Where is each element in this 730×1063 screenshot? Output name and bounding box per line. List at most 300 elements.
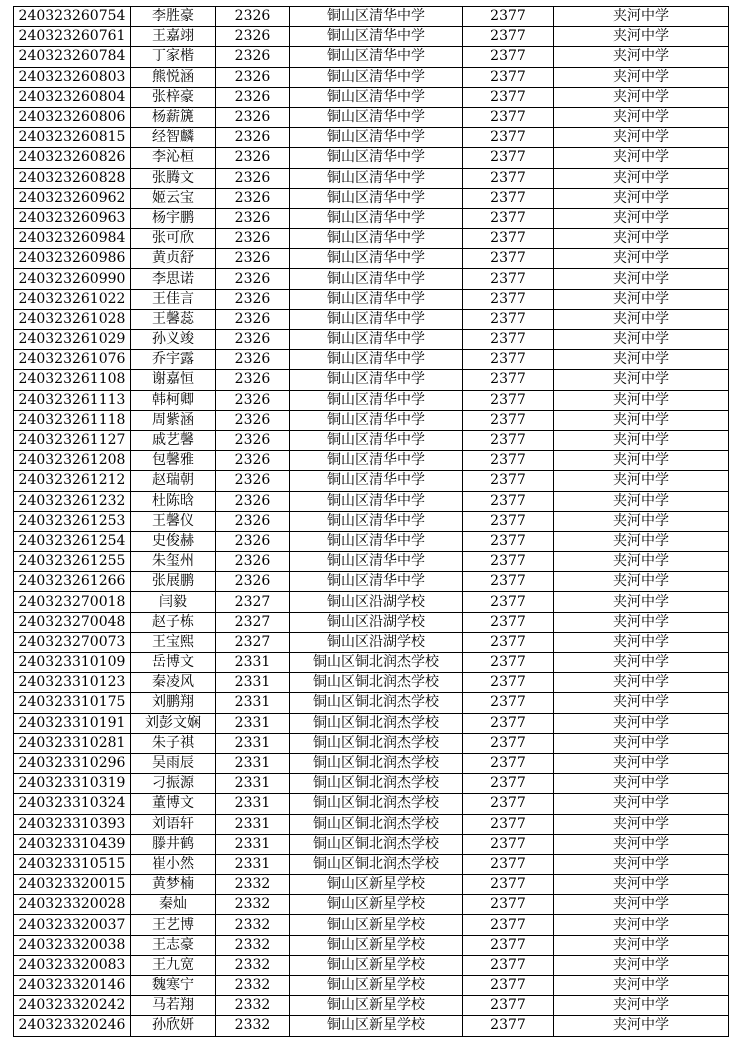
school-code-cell: 2331 [216,774,290,794]
school-code-cell: 2326 [216,350,290,370]
target-code-cell: 2377 [463,612,554,632]
school-name-cell: 铜山区铜北润杰学校 [290,693,463,713]
table-row [14,168,729,188]
student-name-cell: 王佳言 [131,289,216,309]
school-name-cell: 铜山区清华中学 [290,47,463,67]
exam-number-cell: 240323261208 [14,451,131,471]
table-row [14,229,729,249]
table-row [14,875,729,895]
school-code-cell: 2326 [216,269,290,289]
student-name-cell: 戚艺馨 [131,430,216,450]
student-name-cell: 王宝熙 [131,632,216,652]
exam-number-cell: 240323320146 [14,976,131,996]
table-row [14,390,729,410]
target-school-cell: 夹河中学 [554,289,729,309]
exam-number-cell: 240323320028 [14,895,131,915]
school-name-cell: 铜山区清华中学 [290,552,463,572]
target-code-cell: 2377 [463,653,554,673]
exam-number-cell: 240323261253 [14,511,131,531]
target-school-cell: 夹河中学 [554,370,729,390]
table-row [14,915,729,935]
target-school-cell: 夹河中学 [554,410,729,430]
table-row [14,612,729,632]
school-code-cell: 2331 [216,673,290,693]
table-row [14,471,729,491]
student-name-cell: 李胜豪 [131,7,216,27]
school-code-cell: 2326 [216,27,290,47]
target-code-cell: 2377 [463,451,554,471]
school-name-cell: 铜山区铜北润杰学校 [290,673,463,693]
exam-number-cell: 240323310393 [14,814,131,834]
target-school-cell: 夹河中学 [554,794,729,814]
student-name-cell: 刘鹏翔 [131,693,216,713]
school-name-cell: 铜山区新星学校 [290,996,463,1016]
table-row [14,895,729,915]
school-code-cell: 2326 [216,208,290,228]
exam-number-cell: 240323261118 [14,410,131,430]
target-school-cell: 夹河中学 [554,491,729,511]
target-school-cell: 夹河中学 [554,451,729,471]
student-name-cell: 王志豪 [131,935,216,955]
exam-number-cell: 240323260803 [14,67,131,87]
target-school-cell: 夹河中学 [554,7,729,27]
school-name-cell: 铜山区清华中学 [290,107,463,127]
target-code-cell: 2377 [463,289,554,309]
target-code-cell: 2377 [463,572,554,592]
target-code-cell: 2377 [463,673,554,693]
student-name-cell: 王嘉翊 [131,27,216,47]
exam-number-cell: 240323261108 [14,370,131,390]
exam-number-cell: 240323320038 [14,935,131,955]
student-name-cell: 赵瑞朝 [131,471,216,491]
target-code-cell: 2377 [463,834,554,854]
table-row [14,1016,729,1036]
target-code-cell: 2377 [463,713,554,733]
target-school-cell: 夹河中学 [554,935,729,955]
school-name-cell: 铜山区清华中学 [290,269,463,289]
school-code-cell: 2327 [216,612,290,632]
school-code-cell: 2326 [216,451,290,471]
school-code-cell: 2326 [216,289,290,309]
exam-number-cell: 240323261029 [14,330,131,350]
table-row [14,632,729,652]
school-name-cell: 铜山区清华中学 [290,410,463,430]
target-code-cell: 2377 [463,693,554,713]
target-school-cell: 夹河中学 [554,249,729,269]
target-code-cell: 2377 [463,350,554,370]
student-name-cell: 李思诺 [131,269,216,289]
student-name-cell: 朱玺州 [131,552,216,572]
school-name-cell: 铜山区清华中学 [290,451,463,471]
target-school-cell: 夹河中学 [554,47,729,67]
school-name-cell: 铜山区清华中学 [290,370,463,390]
school-code-cell: 2331 [216,733,290,753]
target-code-cell: 2377 [463,7,554,27]
table-row [14,935,729,955]
school-code-cell: 2331 [216,854,290,874]
target-school-cell: 夹河中学 [554,895,729,915]
target-code-cell: 2377 [463,87,554,107]
table-row [14,188,729,208]
student-name-cell: 崔小然 [131,854,216,874]
student-name-cell: 杨薪篪 [131,107,216,127]
target-code-cell: 2377 [463,269,554,289]
student-name-cell: 张可欣 [131,229,216,249]
exam-number-cell: 240323260804 [14,87,131,107]
school-code-cell: 2326 [216,410,290,430]
roster-body [14,7,729,1037]
school-name-cell: 铜山区新星学校 [290,875,463,895]
school-code-cell: 2326 [216,128,290,148]
school-name-cell: 铜山区清华中学 [290,249,463,269]
table-row [14,148,729,168]
table-row [14,430,729,450]
target-code-cell: 2377 [463,976,554,996]
exam-number-cell: 240323260962 [14,188,131,208]
student-name-cell: 姬云宝 [131,188,216,208]
school-code-cell: 2331 [216,753,290,773]
target-code-cell: 2377 [463,168,554,188]
target-school-cell: 夹河中学 [554,471,729,491]
target-school-cell: 夹河中学 [554,309,729,329]
target-school-cell: 夹河中学 [554,572,729,592]
exam-number-cell: 240323310109 [14,653,131,673]
table-row [14,814,729,834]
student-name-cell: 孙欣妍 [131,1016,216,1036]
school-code-cell: 2332 [216,976,290,996]
exam-number-cell: 240323260826 [14,148,131,168]
exam-number-cell: 240323310324 [14,794,131,814]
school-name-cell: 铜山区清华中学 [290,330,463,350]
student-name-cell: 滕井鹤 [131,834,216,854]
school-code-cell: 2332 [216,955,290,975]
student-name-cell: 王艺博 [131,915,216,935]
school-name-cell: 铜山区铜北润杰学校 [290,814,463,834]
target-school-cell: 夹河中学 [554,148,729,168]
table-row [14,531,729,551]
table-row [14,87,729,107]
target-school-cell: 夹河中学 [554,854,729,874]
target-school-cell: 夹河中学 [554,430,729,450]
table-row [14,774,729,794]
table-row [14,834,729,854]
exam-number-cell: 240323261212 [14,471,131,491]
school-code-cell: 2332 [216,895,290,915]
student-name-cell: 刘彭文娴 [131,713,216,733]
target-school-cell: 夹河中学 [554,390,729,410]
school-name-cell: 铜山区清华中学 [290,27,463,47]
school-name-cell: 铜山区沿湖学校 [290,632,463,652]
target-code-cell: 2377 [463,774,554,794]
school-name-cell: 铜山区新星学校 [290,1016,463,1036]
table-row [14,733,729,753]
target-school-cell: 夹河中学 [554,87,729,107]
student-name-cell: 王馨仪 [131,511,216,531]
school-code-cell: 2326 [216,87,290,107]
student-name-cell: 秦凌风 [131,673,216,693]
target-code-cell: 2377 [463,996,554,1016]
student-name-cell: 乔宇露 [131,350,216,370]
table-row [14,370,729,390]
exam-number-cell: 240323261266 [14,572,131,592]
school-name-cell: 铜山区清华中学 [290,7,463,27]
exam-number-cell: 240323260784 [14,47,131,67]
student-name-cell: 吴雨辰 [131,753,216,773]
target-code-cell: 2377 [463,491,554,511]
school-code-cell: 2326 [216,7,290,27]
student-name-cell: 秦灿 [131,895,216,915]
student-name-cell: 韩柯卿 [131,390,216,410]
school-name-cell: 铜山区清华中学 [290,87,463,107]
exam-number-cell: 240323260815 [14,128,131,148]
target-school-cell: 夹河中学 [554,27,729,47]
target-code-cell: 2377 [463,895,554,915]
exam-number-cell: 240323320083 [14,955,131,975]
school-name-cell: 铜山区清华中学 [290,572,463,592]
school-name-cell: 铜山区沿湖学校 [290,592,463,612]
exam-number-cell: 240323310515 [14,854,131,874]
student-name-cell: 王馨蕊 [131,309,216,329]
target-school-cell: 夹河中学 [554,774,729,794]
target-school-cell: 夹河中学 [554,168,729,188]
exam-number-cell: 240323261127 [14,430,131,450]
target-school-cell: 夹河中学 [554,1016,729,1036]
school-code-cell: 2331 [216,834,290,854]
school-code-cell: 2332 [216,875,290,895]
school-code-cell: 2326 [216,572,290,592]
student-name-cell: 闫毅 [131,592,216,612]
table-row [14,653,729,673]
target-code-cell: 2377 [463,107,554,127]
table-row [14,552,729,572]
school-name-cell: 铜山区新星学校 [290,955,463,975]
table-row [14,309,729,329]
exam-number-cell: 240323310175 [14,693,131,713]
target-school-cell: 夹河中学 [554,330,729,350]
table-row [14,955,729,975]
table-row [14,330,729,350]
target-school-cell: 夹河中学 [554,552,729,572]
student-name-cell: 经智麟 [131,128,216,148]
target-school-cell: 夹河中学 [554,511,729,531]
school-name-cell: 铜山区清华中学 [290,471,463,491]
table-row [14,27,729,47]
school-code-cell: 2326 [216,107,290,127]
target-school-cell: 夹河中学 [554,612,729,632]
table-row [14,249,729,269]
school-code-cell: 2331 [216,653,290,673]
table-row [14,491,729,511]
target-code-cell: 2377 [463,552,554,572]
exam-number-cell: 240323320246 [14,1016,131,1036]
school-name-cell: 铜山区铜北润杰学校 [290,653,463,673]
target-school-cell: 夹河中学 [554,632,729,652]
school-code-cell: 2326 [216,249,290,269]
target-code-cell: 2377 [463,67,554,87]
school-name-cell: 铜山区清华中学 [290,309,463,329]
target-school-cell: 夹河中学 [554,269,729,289]
roster-sheet [13,6,729,1037]
school-name-cell: 铜山区清华中学 [290,531,463,551]
target-code-cell: 2377 [463,370,554,390]
school-code-cell: 2326 [216,309,290,329]
student-name-cell: 张梓豪 [131,87,216,107]
table-row [14,350,729,370]
exam-number-cell: 240323310439 [14,834,131,854]
target-school-cell: 夹河中学 [554,188,729,208]
exam-number-cell: 240323260963 [14,208,131,228]
target-code-cell: 2377 [463,47,554,67]
school-code-cell: 2331 [216,814,290,834]
target-school-cell: 夹河中学 [554,996,729,1016]
student-name-cell: 黄梦楠 [131,875,216,895]
target-code-cell: 2377 [463,410,554,430]
school-name-cell: 铜山区铜北润杰学校 [290,733,463,753]
school-name-cell: 铜山区清华中学 [290,148,463,168]
target-code-cell: 2377 [463,249,554,269]
student-name-cell: 熊悦涵 [131,67,216,87]
target-code-cell: 2377 [463,733,554,753]
school-code-cell: 2332 [216,935,290,955]
exam-number-cell: 240323261028 [14,309,131,329]
table-row [14,713,729,733]
school-code-cell: 2332 [216,996,290,1016]
school-name-cell: 铜山区清华中学 [290,289,463,309]
target-school-cell: 夹河中学 [554,915,729,935]
school-name-cell: 铜山区清华中学 [290,390,463,410]
exam-number-cell: 240323260990 [14,269,131,289]
target-school-cell: 夹河中学 [554,673,729,693]
exam-number-cell: 240323260754 [14,7,131,27]
school-name-cell: 铜山区新星学校 [290,915,463,935]
target-code-cell: 2377 [463,915,554,935]
student-name-cell: 马若翔 [131,996,216,1016]
exam-number-cell: 240323260984 [14,229,131,249]
target-code-cell: 2377 [463,229,554,249]
school-code-cell: 2326 [216,67,290,87]
target-school-cell: 夹河中学 [554,350,729,370]
exam-number-cell: 240323261254 [14,531,131,551]
table-row [14,794,729,814]
school-code-cell: 2326 [216,47,290,67]
school-code-cell: 2326 [216,188,290,208]
target-code-cell: 2377 [463,511,554,531]
exam-number-cell: 240323310319 [14,774,131,794]
school-name-cell: 铜山区铜北润杰学校 [290,774,463,794]
table-row [14,451,729,471]
school-code-cell: 2326 [216,511,290,531]
school-code-cell: 2326 [216,430,290,450]
exam-number-cell: 240323270073 [14,632,131,652]
school-name-cell: 铜山区新星学校 [290,935,463,955]
school-name-cell: 铜山区清华中学 [290,229,463,249]
student-name-cell: 刘语轩 [131,814,216,834]
exam-number-cell: 240323260986 [14,249,131,269]
target-code-cell: 2377 [463,794,554,814]
student-name-cell: 张展鹏 [131,572,216,592]
exam-number-cell: 240323261113 [14,390,131,410]
school-name-cell: 铜山区铜北润杰学校 [290,713,463,733]
exam-number-cell: 240323261232 [14,491,131,511]
school-code-cell: 2326 [216,491,290,511]
target-school-cell: 夹河中学 [554,531,729,551]
school-code-cell: 2326 [216,148,290,168]
exam-number-cell: 240323310123 [14,673,131,693]
exam-number-cell: 240323260828 [14,168,131,188]
school-code-cell: 2326 [216,552,290,572]
table-row [14,47,729,67]
student-name-cell: 丁家楷 [131,47,216,67]
target-code-cell: 2377 [463,208,554,228]
school-name-cell: 铜山区清华中学 [290,430,463,450]
target-school-cell: 夹河中学 [554,128,729,148]
student-name-cell: 王九宽 [131,955,216,975]
student-name-cell: 孙义竣 [131,330,216,350]
roster-table [13,6,729,1037]
exam-number-cell: 240323261022 [14,289,131,309]
exam-number-cell: 240323270048 [14,612,131,632]
target-code-cell: 2377 [463,531,554,551]
table-row [14,107,729,127]
target-code-cell: 2377 [463,854,554,874]
table-row [14,572,729,592]
target-school-cell: 夹河中学 [554,713,729,733]
student-name-cell: 黄贞舒 [131,249,216,269]
target-code-cell: 2377 [463,309,554,329]
school-name-cell: 铜山区清华中学 [290,128,463,148]
student-name-cell: 杨宇鹏 [131,208,216,228]
student-name-cell: 魏寒宁 [131,976,216,996]
school-name-cell: 铜山区铜北润杰学校 [290,834,463,854]
student-name-cell: 李沁桓 [131,148,216,168]
target-school-cell: 夹河中学 [554,834,729,854]
target-code-cell: 2377 [463,935,554,955]
school-code-cell: 2331 [216,713,290,733]
table-row [14,269,729,289]
target-code-cell: 2377 [463,875,554,895]
school-code-cell: 2327 [216,632,290,652]
target-school-cell: 夹河中学 [554,976,729,996]
target-school-cell: 夹河中学 [554,208,729,228]
school-name-cell: 铜山区清华中学 [290,491,463,511]
table-row [14,410,729,430]
target-code-cell: 2377 [463,814,554,834]
school-name-cell: 铜山区清华中学 [290,168,463,188]
target-code-cell: 2377 [463,188,554,208]
table-row [14,854,729,874]
school-name-cell: 铜山区新星学校 [290,976,463,996]
table-row [14,976,729,996]
target-code-cell: 2377 [463,430,554,450]
school-name-cell: 铜山区新星学校 [290,895,463,915]
exam-number-cell: 240323310296 [14,753,131,773]
school-name-cell: 铜山区清华中学 [290,67,463,87]
student-name-cell: 赵子栋 [131,612,216,632]
student-name-cell: 杜陈晗 [131,491,216,511]
table-row [14,693,729,713]
student-name-cell: 谢嘉恒 [131,370,216,390]
exam-number-cell: 240323261255 [14,552,131,572]
target-school-cell: 夹河中学 [554,955,729,975]
target-code-cell: 2377 [463,592,554,612]
student-name-cell: 史俊赫 [131,531,216,551]
school-code-cell: 2332 [216,1016,290,1036]
exam-number-cell: 240323310281 [14,733,131,753]
table-row [14,7,729,27]
school-name-cell: 铜山区清华中学 [290,188,463,208]
school-code-cell: 2326 [216,330,290,350]
target-code-cell: 2377 [463,471,554,491]
